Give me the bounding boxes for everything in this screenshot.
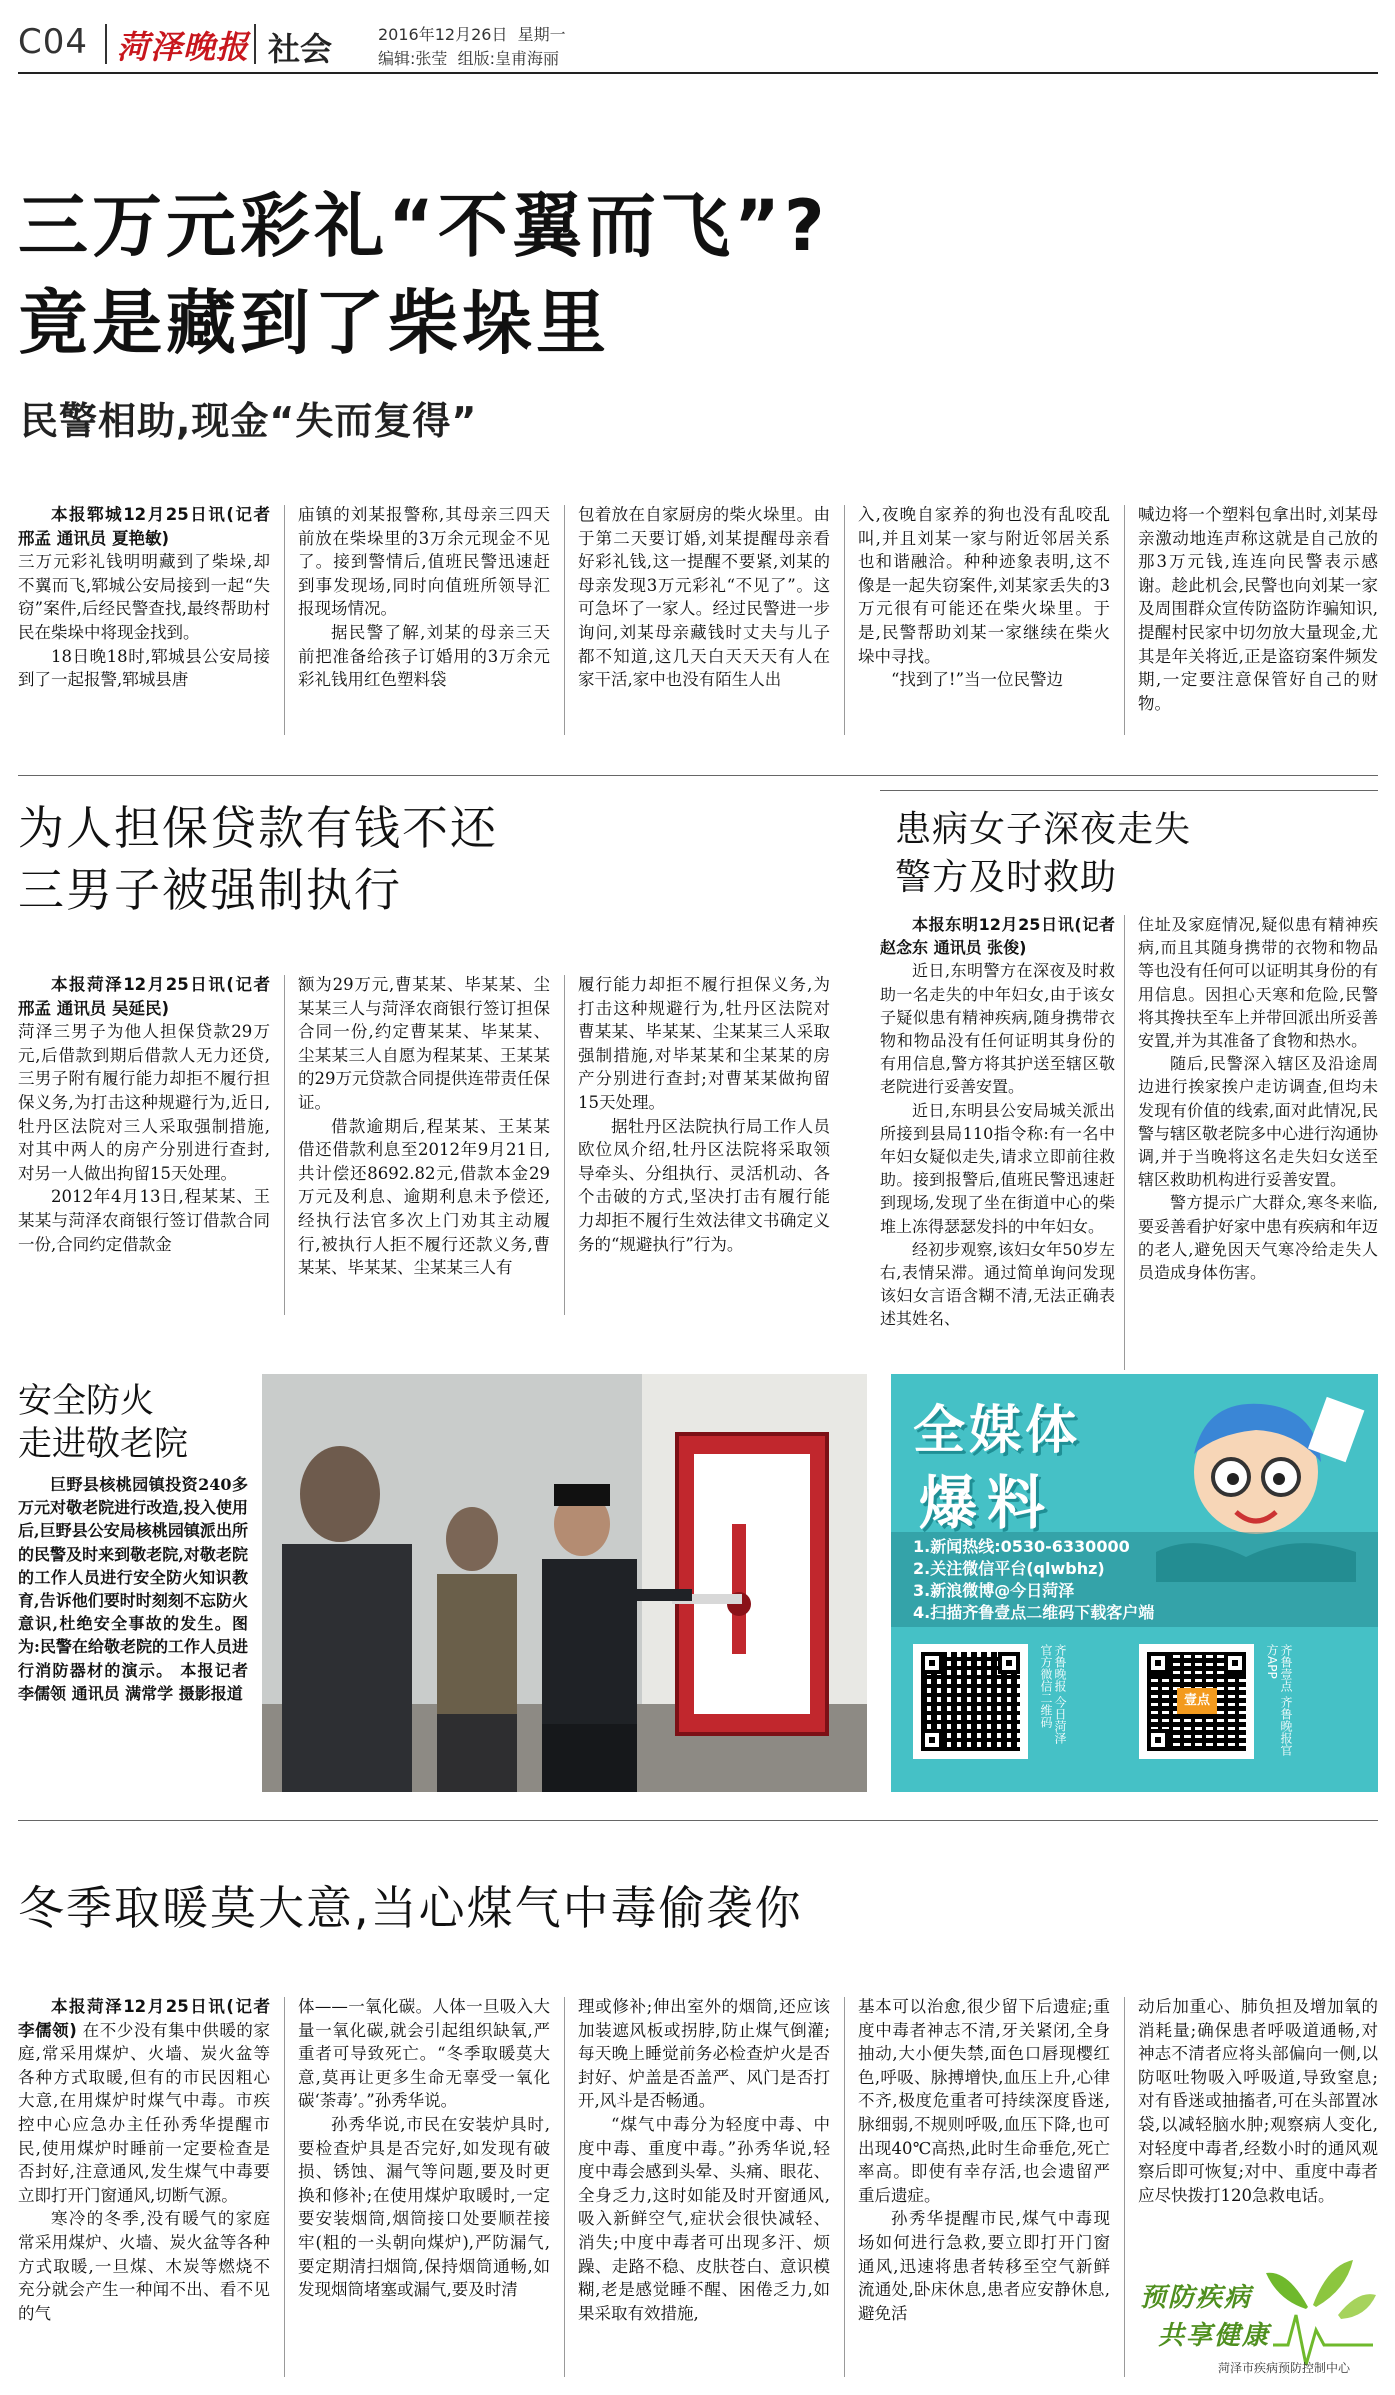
masthead-rule	[18, 72, 1378, 74]
cdc-logo	[1138, 2245, 1378, 2385]
masthead-divider	[105, 24, 107, 64]
guarantee-headline-line2: 三男子被强制执行	[18, 863, 402, 917]
fire-caption	[18, 1473, 248, 1783]
layout-text: 组版:皇甫海丽	[457, 49, 559, 68]
guarantee-dateline: 本报菏泽12月25日讯(记者 邢孟 通讯员 吴延民)	[18, 975, 270, 1018]
column-divider	[564, 1997, 565, 2377]
ad-contact-weibo: 3.新浪微博@今日菏泽	[913, 1581, 1075, 1600]
gas-column-4	[858, 1995, 1110, 2385]
paragraph: 寒冷的冬季,没有暖气的家庭常采用煤炉、火墙、炭火盆等各种方式取暖,一旦煤、木炭等燃烧不充分就会产生一种闻不出、看不见的气	[18, 2209, 270, 2323]
paper-name-logo: 菏泽晚报	[117, 28, 250, 66]
paragraph-text: 在不少没有集中供暖的家庭,常采用煤炉、火墙、炭火盆等各种方式取暖,但有的市民因粗心大意,在用煤炉时煤气中毒。市疾控中心应急办主任孙秀华提醒市民,使用煤炉时睡前一定要检查是否封好,注意通风,发生煤气中毒要立即打开门窗通风,切断气源。	[18, 2020, 270, 2205]
paragraph: 动后加重心、肺负担及增加氧的消耗量;确保患者呼吸道通畅,对神志不清者应将头部偏向一侧,以防呕吐物吸入呼吸道,导致窒息;对有昏迷或抽搐者,可在头部置冰袋,以减轻脑水肿;观察病人变化,对轻度中毒者,经数小时的通风观察后即可恢复;对中、重度中毒者应尽快拨打120急救电话。	[1138, 1997, 1378, 2205]
ad-title-line1: 全媒体	[913, 1401, 1082, 1461]
paragraph: 菏泽三男子为他人担保贷款29万元,后借款到期后借款人无力还贷,三男子附有履行能力却拒不履行担保义务,为打击这种规避行为,近日,牡丹区法院对三人采取强制措施,对其中两人的房产分别进行查封,对另一人做出拘留15天处理。	[18, 1022, 270, 1183]
wechat-qr-label: 齐鲁晚报 今日菏泽 官方微信二维码	[1039, 1644, 1067, 1744]
paragraph: 随后,民警深入辖区及沿途周边进行挨家挨户走访调查,但均未发现有价值的线索,面对此情况,民警与辖区敬老院多中心进行沟通协调,并于当晚将这名走失妇女送至辖区救助机构进行妥善安置。	[1138, 1054, 1378, 1190]
app-qr-code[interactable]	[1139, 1644, 1254, 1759]
gas-column-3	[578, 1995, 830, 2385]
weekday-text: 星期一	[517, 25, 566, 44]
paragraph: 据民警了解,刘某的母亲三天前把准备给孩子订婚用的3万余元彩礼钱用红色塑料袋	[298, 622, 550, 690]
paragraph: 体——一氧化碳。人体一旦吸入大量一氧化碳,就会引起组织缺氧,严重者可导致死亡。“冬季取暖莫大意,莫再让更多生命无辜受一氧化碳‘荼毒’。”孙秀华说。	[298, 1997, 550, 2111]
paragraph: 近日,东明县公安局城关派出所接到县局110指令称:有一名中年妇女疑似走失,请求立即前往救助。接到报警后,值班民警迅速赶到现场,发现了坐在街道中心的柴堆上冻得瑟瑟发抖的中年妇女。	[880, 1100, 1115, 1236]
gas-column-5	[1138, 1995, 1378, 2235]
paragraph: 警方提示广大群众,寒冬来临,要妥善看护好家中患有疾病和年迈的老人,避免因天气寒冷给走失人员造成身体伤害。	[1138, 1193, 1378, 1283]
column-divider	[564, 975, 565, 1315]
missing-dateline: 本报东明12月25日讯(记者 赵念东 通讯员 张俊)	[880, 915, 1115, 958]
issue-date	[378, 22, 566, 45]
paragraph: 三万元彩礼钱明明藏到了柴垛,却不翼而飞,郓城公安局接到一起“失窃”案件,后经民警查找,最终帮助村民在柴垛中将现金找到。	[18, 552, 270, 642]
paragraph: 额为29万元,曹某某、毕某某、尘某某三人与菏泽农商银行签订担保合同一份,约定曹某某、毕某某、尘某某三人自愿为程某某、王某某的29万元贷款合同提供连带责任保证。	[298, 975, 550, 1112]
guarantee-column-3	[578, 973, 830, 1323]
date-text: 2016年12月26日	[378, 25, 508, 44]
lead-column-4	[858, 503, 1110, 738]
section-rule	[880, 790, 1378, 791]
column-divider	[1124, 915, 1125, 1370]
editor-credits	[378, 46, 559, 69]
gas-dateline: 本报菏泽12月25日讯(记者 李儒领)	[18, 1997, 270, 2040]
paragraph: 据牡丹区法院执行局工作人员欧位凤介绍,牡丹区法院将采取领导牵头、分组执行、灵活机动、各个击破的方式,坚决打击有履行能力却拒不履行生效法律文书确定义务的“规避执行”行为。	[578, 1116, 830, 1254]
lead-headline-line2: 竟是藏到了柴垛里	[18, 282, 610, 364]
paragraph	[18, 1995, 270, 2207]
gas-column-1	[18, 1995, 270, 2385]
paragraph: 住址及家庭情况,疑似患有精神疾病,而且其随身携带的衣物和物品等也没有任何可以证明其身份的有用信息。因担心天寒和危险,民警将其搀扶至车上并带回派出所妥善安置,并为其准备了食物和热水。	[1138, 915, 1378, 1051]
section-rule	[18, 775, 1378, 776]
ad-contact-hotline: 1.新闻热线:0530-6330000	[913, 1537, 1130, 1556]
cdc-org-name: 菏泽市疾病预防控制中心	[1218, 2361, 1351, 2375]
column-divider	[1124, 505, 1125, 735]
guarantee-column-2	[298, 973, 550, 1323]
cdc-slogan-line1: 预防疾病	[1140, 2283, 1253, 2313]
editor-text: 编辑:张莹	[378, 49, 448, 68]
paragraph: 孙秀华说,市民在安装炉具时,要检查炉具是否完好,如发现有破损、锈蚀、漏气等问题,要及时更换和修补;在使用煤炉取暖时,一定要安装烟筒,烟筒接口处要顺茬接牢(粗的一头朝向煤炉),严防漏气,要定期清扫烟筒,保持烟筒通畅,如发现烟筒堵塞或漏气,要及时清	[298, 2114, 550, 2300]
fire-safety-photo	[262, 1374, 867, 1792]
lead-column-3	[578, 503, 830, 738]
masthead-divider	[254, 24, 256, 64]
paragraph: 喊边将一个塑料包拿出时,刘某母亲激动地连声称这就是自己放的那3万元钱,连连向民警表示感谢。趁此机会,民警也向刘某一家及周围群众宣传防盗防诈骗知识,提醒村民家中切勿放大量现金,尤其是年关将近,正是盗窃案件频发期,一定要注意保管好自己的财物。	[1138, 505, 1378, 713]
lead-column-2	[298, 503, 550, 738]
missing-column-2	[1138, 913, 1378, 1378]
paragraph: 理或修补;伸出室外的烟筒,还应该加装遮风板或拐脖,防止煤气倒灌;每天晚上睡觉前务必检查炉火是否封好、炉盖是否盖严、风门是否打开,风斗是否畅通。	[578, 1997, 830, 2111]
ad-contact-list	[913, 1536, 1154, 1624]
lead-headline-line1: 三万元彩礼“不翼而飞”?	[18, 185, 829, 267]
fire-headline-line1: 安全防火	[18, 1381, 154, 1421]
section-rule	[18, 1820, 1378, 1821]
cdc-slogan-line2: 共享健康	[1158, 2321, 1271, 2351]
gas-column-2	[298, 1995, 550, 2385]
wechat-qr-code[interactable]	[913, 1644, 1028, 1759]
gas-headline: 冬季取暖莫大意,当心煤气中毒偷袭你	[18, 1881, 803, 1935]
column-divider	[284, 1997, 285, 2377]
missing-headline-line1: 患病女子深夜走失	[895, 809, 1192, 850]
photo-caption: 巨野县核桃园镇投资240多万元对敬老院进行改造,投入使用后,巨野县公安局核桃园镇派出所的民警及时来到敬老院,对敬老院的工作人员进行安全防火知识教育,告诉他们要时时刻刻不忘防火意识,杜绝安全事故的发生。图为:民警在给敬老院的工作人员进行消防器材的演示。 本报记者 李儒领 通讯员 满常学 摄影报道	[18, 1475, 248, 1703]
paragraph: 2012年4月13日,程某某、王某某与菏泽农商银行签订借款合同一份,合同约定借款金	[18, 1187, 270, 1254]
lead-column-5	[1138, 503, 1378, 738]
column-divider	[564, 505, 565, 735]
masthead	[0, 0, 1395, 72]
paragraph: 经初步观察,该妇女年50岁左右,表情呆滞。通过简单询问发现该妇女言语含糊不清,无法正确表述其姓名、	[880, 1239, 1115, 1329]
paragraph: “找到了!”当一位民警边	[891, 670, 1064, 690]
guarantee-headline-line1: 为人担保贷款有钱不还	[18, 801, 498, 855]
paragraph: 庙镇的刘某报警称,其母亲三四天前放在柴垛里的3万余元现金不见了。接到警情后,值班民警迅速赶到事发现场,同时向值班所领导汇报现场情况。	[298, 505, 550, 619]
paragraph: 包着放在自家厨房的柴火垛里。由于第二天要订婚,刘某提醒母亲看好彩礼钱,这一提醒不要紧,刘某的母亲发现3万元彩礼“不见了”。这可急坏了一家人。经过民警进一步询问,刘某母亲藏钱时丈夫与儿子都不知道,这几天白天天天有人在家干活,家中也没有陌生人出	[578, 505, 830, 690]
lead-column-1	[18, 503, 270, 738]
paragraph: 近日,东明警方在深夜及时救助一名走失的中年妇女,由于该女子疑似患有精神疾病,随身携带衣物和物品没有任何证明其身份的有用信息,警方将其护送至辖区敬老院进行妥善安置。	[880, 961, 1115, 1097]
lead-dateline: 本报郓城12月25日讯(记者 邢孟 通讯员 夏艳敏)	[18, 505, 270, 548]
column-divider	[284, 505, 285, 735]
ad-contact-wechat: 2.关注微信平台(qlwbhz)	[913, 1559, 1105, 1578]
section-name: 社会	[268, 30, 333, 68]
paragraph: 入,夜晚自家养的狗也没有乱咬乱叫,并且刘某一家与附近邻居关系也和谐融洽。种种迹象表明,这不像是一起失窃案件,刘某家丢失的3万元很有可能还在柴火垛里。于是,民警帮助刘某一家继续在柴火垛中寻找。	[858, 505, 1110, 666]
paragraph: 18日晚18时,郓城县公安局接到了一起报警,郓城县唐	[18, 646, 270, 690]
column-divider	[844, 505, 845, 735]
app-qr-label: 齐鲁壹点 齐鲁晚报官方APP	[1265, 1644, 1293, 1756]
missing-column-1	[880, 913, 1115, 1378]
photo-illustration	[262, 1374, 867, 1792]
column-divider	[284, 975, 285, 1315]
paragraph: 基本可以治愈,很少留下后遗症;重度中毒者神志不清,牙关紧闭,全身抽动,大小便失禁,面色口唇现樱红色,呼吸、脉搏增快,血压上升,心律不齐,极度危重者可持续深度昏迷,脉细弱,不规则呼吸,血压下降,也可出现40℃高热,此时生命垂危,死亡率高。即使有幸存活,也会遗留严重后遗症。	[858, 1997, 1110, 2205]
paragraph: “煤气中毒分为轻度中毒、中度中毒、重度中毒。”孙秀华说,轻度中毒会感到头晕、头痛、眼花、全身乏力,这时如能及时开窗通风,吸入新鲜空气,症状会很快减轻、消失;中度中毒者可出现多汗、烦躁、走路不稳、皮肤苍白、意识模糊,老是感觉睡不醒、困倦乏力,如果采取有效措施,	[578, 2114, 830, 2323]
missing-headline-line2: 警方及时救助	[895, 857, 1118, 898]
column-divider	[844, 1997, 845, 2377]
fire-headline-line2: 走进敬老院	[18, 1424, 188, 1464]
lead-subtitle: 民警相助,现金“失而复得”	[20, 399, 478, 443]
ad-contact-app: 4.扫描齐鲁壹点二维码下载客户端	[913, 1603, 1155, 1622]
media-ad-panel	[891, 1374, 1378, 1792]
app-qr-logo: 壹点	[1177, 1688, 1217, 1714]
paragraph: 履行能力却拒不履行担保义务,为打击这种规避行为,牡丹区法院对曹某某、毕某某、尘某某三人采取强制措施,对毕某某和尘某某的房产分别进行查封;对曹某某做拘留15天处理。	[578, 975, 830, 1112]
ad-title-line2: 爆料	[919, 1469, 1056, 1537]
page-code: C04	[18, 22, 89, 62]
paragraph: 孙秀华提醒市民,煤气中毒现场如何进行急救,要立即打开门窗通风,迅速将患者转移至空气新鲜流通处,卧床休息,患者应安静休息,避免活	[858, 2209, 1110, 2323]
column-divider	[1124, 1997, 1125, 2377]
paragraph: 借款逾期后,程某某、王某某借还借款利息至2012年9月21日,共计偿还8692.82元,借款本金29万元及利息、逾期利息未予偿还,经执行法官多次上门劝其主动履行,被执行人拒不履行还款义务,曹某某、毕某某、尘某某三人有	[298, 1116, 550, 1278]
guarantee-column-1	[18, 973, 270, 1323]
